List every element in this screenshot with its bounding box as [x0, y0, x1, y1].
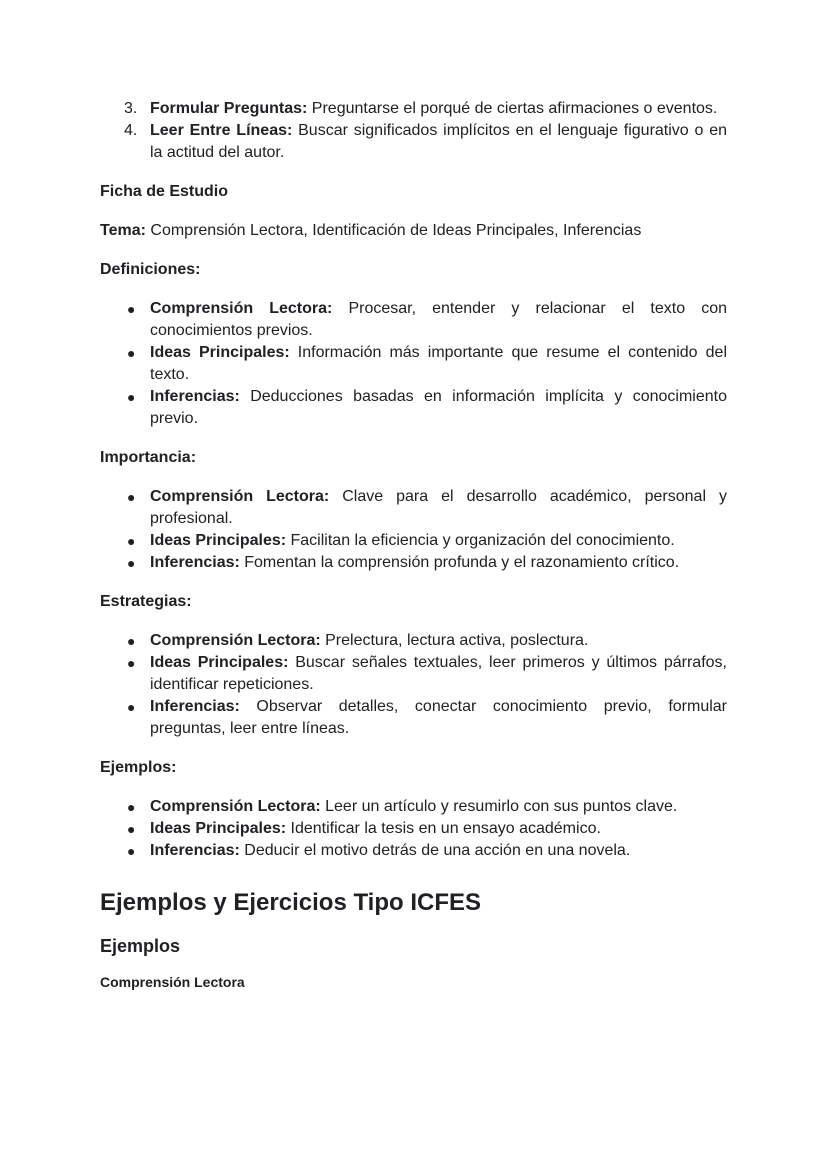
list-item	[100, 552, 727, 574]
list-item	[100, 98, 727, 120]
item-term: Ideas Principales:	[150, 820, 287, 837]
list-item	[100, 840, 727, 862]
bullet-icon: ●	[127, 301, 136, 317]
bullet-icon: ●	[127, 633, 136, 649]
list-item	[100, 796, 727, 818]
bullet-icon: ●	[127, 843, 136, 859]
item-term: Inferencias:	[150, 388, 240, 405]
item-text: Deducir el motivo detrás de una acción en una novela.	[239, 842, 631, 859]
numbered-list	[100, 98, 727, 164]
list-item	[100, 630, 727, 652]
list-item	[100, 298, 727, 342]
bullet-icon: ●	[127, 345, 136, 361]
section-title: Ejemplos:	[100, 759, 177, 776]
item-text: Fomentan la comprensión profunda y el razonamiento crítico.	[239, 554, 680, 571]
item-text: Identificar la tesis en un ensayo académico.	[286, 820, 601, 837]
item-term: Comprensión Lectora:	[150, 632, 321, 649]
list-item	[100, 386, 727, 430]
item-term: Leer Entre Líneas:	[150, 122, 293, 139]
ficha-title: Ficha de Estudio	[100, 183, 229, 200]
bullet-list	[100, 630, 727, 740]
item-text: Información más importante que resume el contenido del texto.	[150, 344, 728, 383]
bullet-icon: ●	[127, 821, 136, 837]
item-term: Comprensión Lectora:	[150, 300, 333, 317]
bullet-icon: ●	[127, 389, 136, 405]
document-content	[100, 98, 727, 992]
bullet-icon: ●	[127, 489, 136, 505]
item-text: Preguntarse el porqué de ciertas afirmaciones o eventos.	[307, 100, 718, 117]
item-term: Inferencias:	[150, 554, 240, 571]
item-term: Ideas Principales:	[150, 532, 287, 549]
bullet-icon: ●	[127, 799, 136, 815]
tema-label: Tema:	[100, 222, 146, 239]
bullet-list	[100, 796, 727, 862]
bullet-icon: ●	[127, 655, 136, 671]
item-term: Ideas Principales:	[150, 654, 289, 671]
item-text: Buscar señales textuales, leer primeros y últimos párrafos, identificar repeticiones.	[150, 654, 727, 693]
section-title: Importancia:	[100, 449, 197, 466]
bullet-list	[100, 298, 727, 430]
item-text: Deducciones basadas en información implícita y conocimiento previo.	[150, 388, 727, 427]
item-text: Facilitan la eficiencia y organización del conocimiento.	[286, 532, 675, 549]
bullet-list	[100, 486, 727, 574]
bullet-icon: ●	[127, 555, 136, 571]
item-term: Inferencias:	[150, 698, 240, 715]
tema-text: Comprensión Lectora, Identificación de Ideas Principales, Inferencias	[145, 222, 642, 239]
list-item	[100, 486, 727, 530]
item-text: Procesar, entender y relacionar el texto con conocimientos previos.	[150, 300, 727, 339]
item-term: Comprensión Lectora:	[150, 798, 321, 815]
item-text: Prelectura, lectura activa, poslectura.	[320, 632, 589, 649]
list-item	[100, 530, 727, 552]
minor-heading: Comprensión Lectora	[100, 974, 245, 990]
list-item	[100, 696, 727, 740]
item-text: Leer un artículo y resumirlo con sus puntos clave.	[320, 798, 678, 815]
item-term: Inferencias:	[150, 842, 240, 859]
list-number: 4.	[124, 122, 138, 139]
item-term: Ideas Principales:	[150, 344, 290, 361]
item-term: Formular Preguntas:	[150, 100, 308, 117]
section-title: Definiciones:	[100, 261, 201, 278]
section-title: Estrategias:	[100, 593, 192, 610]
subsection-heading: Ejemplos	[100, 936, 181, 956]
item-term: Comprensión Lectora:	[150, 488, 330, 505]
item-text: Observar detalles, conectar conocimiento previo, formular preguntas, leer entre líneas.	[150, 698, 727, 737]
section-heading: Ejemplos y Ejercicios Tipo ICFES	[100, 889, 482, 916]
bullet-icon: ●	[127, 533, 136, 549]
list-item	[100, 342, 727, 386]
item-text: Buscar significados implícitos en el lenguaje figurativo o en la actitud del autor.	[150, 122, 728, 161]
list-item	[100, 818, 727, 840]
item-text: Clave para el desarrollo académico, personal y profesional.	[150, 488, 728, 527]
bullet-icon: ●	[127, 699, 136, 715]
list-item	[100, 120, 727, 164]
list-number: 3.	[124, 100, 138, 117]
tema-line	[100, 220, 727, 242]
list-item	[100, 652, 727, 696]
